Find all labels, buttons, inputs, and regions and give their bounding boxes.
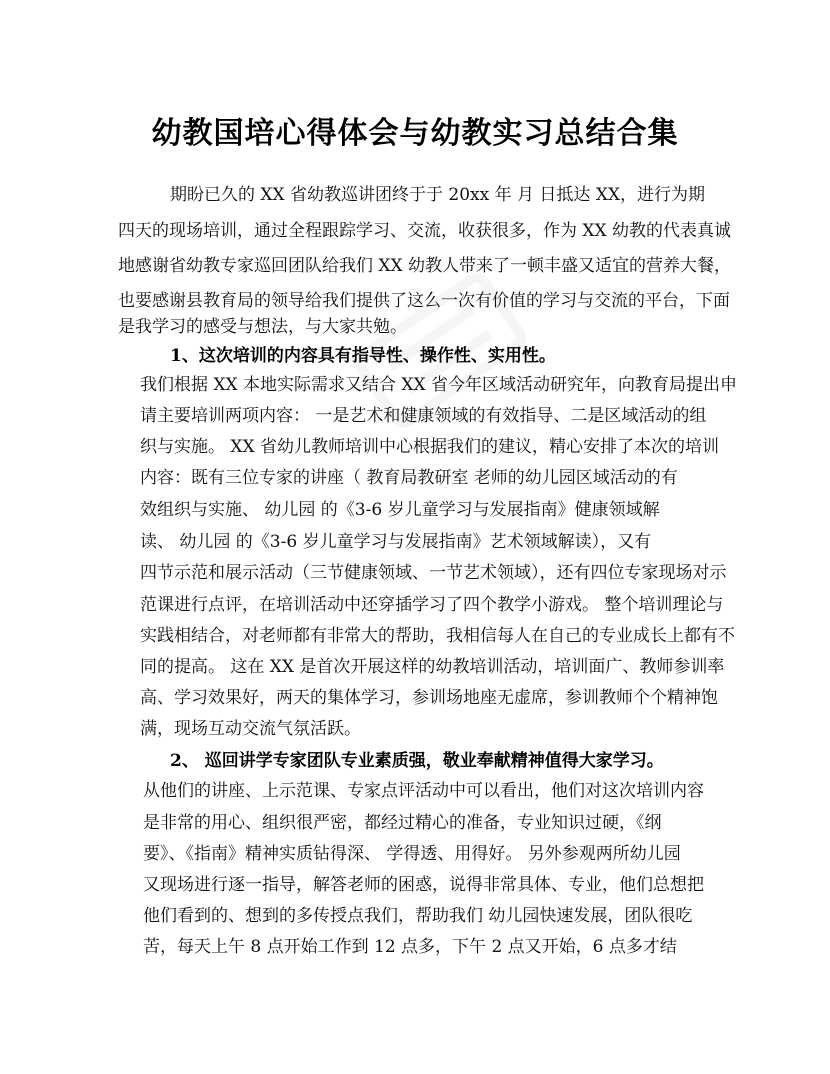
section-2-line: 他们看到的、想到的多传授点我们，帮助我们 幼儿园快速发展，团队很吃	[143, 906, 693, 926]
section-1-line: 我们根据 XX 本地实际需求又结合 XX 省今年区域活动研究年，向教育局提出申	[140, 375, 738, 395]
intro-line: 也要感谢县教育局的领导给我们提供了这么一次有价值的学习与交流的平台，下面	[118, 291, 730, 311]
section-1-line: 织与实施。 XX 省幼儿教师培训中心根据我们的建议，精心安排了本次的培训	[140, 437, 720, 457]
section-1-line: 效组织与实施、 幼儿园 的《3-6 岁儿童学习与发展指南》健康领域解	[140, 500, 660, 520]
intro-line: 四天的现场培训，通过全程跟踪学习、交流，收获很多，作为 XX 幼教的代表真诚	[118, 221, 732, 241]
section-1-line: 请主要培训两项内容： 一是艺术和健康领域的有效指导、二是区域活动的组	[140, 406, 707, 426]
section-1-line: 内容：既有三位专家的讲座（ 教育局教研室 老师的幼儿园区域活动的有	[140, 468, 678, 488]
intro-line: 地感谢省幼教专家巡回团队给我们 XX 幼教人带来了一顿丰盛又适宜的营养大餐，	[118, 256, 732, 276]
section-1-line: 读、 幼儿园 的《3-6 岁儿童学习与发展指南》艺术领域解读），又有	[140, 532, 652, 552]
page-title: 幼教国培心得体会与幼教实习总结合集	[151, 116, 679, 151]
intro-line: 期盼已久的 XX 省幼教巡讲团终于于 20xx 年 月 日抵达 XX，进行为期	[170, 185, 706, 205]
section-2-line: 从他们的讲座、上示范课、专家点评活动中可以看出，他们对这次培训内容	[143, 781, 704, 801]
section-1-heading: 1、这次培训的内容具有指导性、操作性、实用性。	[170, 346, 556, 366]
section-1-line: 范课进行点评，在培训活动中还穿插学习了四个教学小游戏。 整个培训理论与	[140, 595, 724, 615]
section-2-line: 苦，每天上午 8 点开始工作到 12 点多，下午 2 点又开始，6 点多才结	[143, 937, 677, 957]
section-1-line: 同的提高。 这在 XX 是首次开展这样的幼教培训活动，培训面广、教师参训率	[140, 657, 725, 677]
section-1-line: 高、学习效果好，两天的集体学习，参训场地座无虚席，参训教师个个精神饱	[140, 688, 718, 708]
section-1-line: 满，现场互动交流气氛活跃。	[140, 719, 361, 739]
section-2-line: 又现场进行逐一指导，解答老师的困惑，说得非常具体、专业，他们总想把	[143, 875, 704, 895]
intro-line: 是我学习的感受与想法，与大家共勉。	[118, 317, 407, 337]
section-2-heading: 2、 巡回讲学专家团队专业素质强，敬业奉献精神值得大家学习。	[170, 751, 664, 771]
section-1-line: 四节示范和展示活动（三节健康领域、一节艺术领域），还有四位专家现场对示	[140, 563, 727, 583]
section-2-line: 是非常的用心、组织很严密，都经过精心的准备，专业知识过硬，《纲	[143, 813, 662, 833]
section-2-line: 要》、《指南》精神实质钻得深、 学得透、用得好。 另外参观两所幼儿园	[143, 844, 681, 864]
section-1-line: 实践相结合，对老师都有非常大的帮助，我相信每人在自己的专业成长上都有不	[140, 626, 735, 646]
